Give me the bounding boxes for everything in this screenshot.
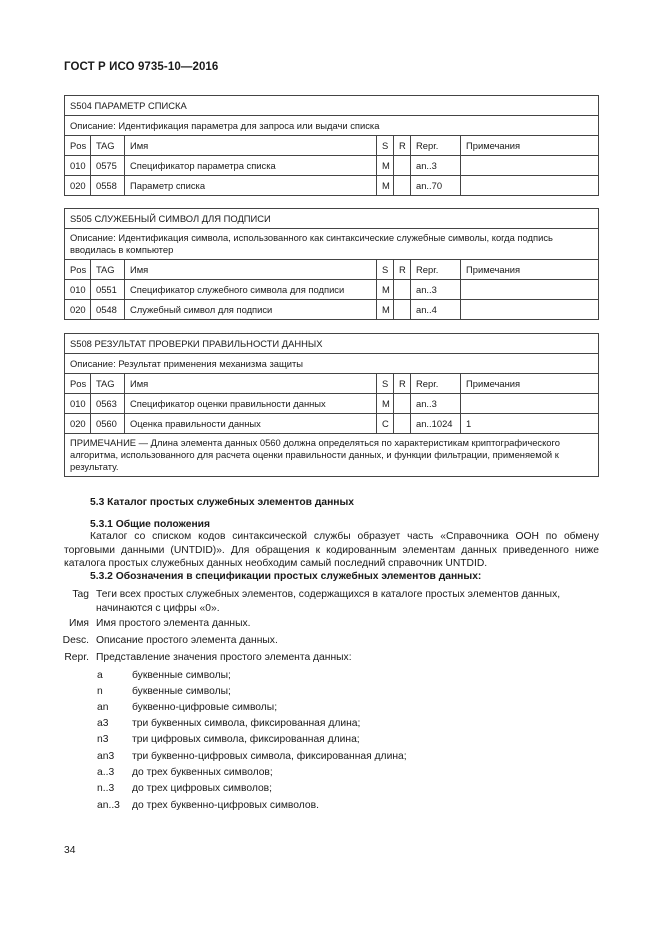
- cell-tag: 0548: [91, 300, 125, 320]
- table-header-row: [65, 260, 599, 280]
- table-description: Описание: Результат применения механизма защиты: [65, 354, 599, 374]
- cell-r: [394, 156, 411, 176]
- cell-notes: [461, 156, 599, 176]
- definition-term: Tag: [72, 589, 89, 600]
- section-heading-5-3-1: 5.3.1 Общие положения: [90, 519, 210, 530]
- table-title: S504 ПАРАМЕТР СПИСКА: [65, 96, 599, 116]
- cell-tag: 0575: [91, 156, 125, 176]
- spec-table-s508: [64, 333, 599, 477]
- definition-text: Представление значения простого элемента данных:: [96, 652, 352, 663]
- repr-code: an..3: [97, 800, 120, 811]
- repr-code: n..3: [97, 783, 115, 794]
- cell-repr: an..3: [411, 394, 461, 414]
- col-header-notes: Примечания: [461, 374, 599, 394]
- cell-name: Спецификатор оценки правильности данных: [125, 394, 377, 414]
- col-header-tag: TAG: [91, 136, 125, 156]
- document-header: ГОСТ Р ИСО 9735-10—2016: [64, 61, 219, 73]
- repr-code: a: [97, 670, 103, 681]
- cell-r: [394, 394, 411, 414]
- cell-s: M: [377, 156, 394, 176]
- repr-code-text: до трех буквенно-цифровых символов.: [132, 800, 319, 811]
- col-header-repr: Repr.: [411, 136, 461, 156]
- repr-code-text: три буквенно-цифровых символа, фиксированная длина;: [132, 751, 407, 762]
- cell-s: M: [377, 300, 394, 320]
- cell-repr: an..4: [411, 300, 461, 320]
- table-row: [65, 300, 599, 320]
- cell-r: [394, 280, 411, 300]
- cell-name: Параметр списка: [125, 176, 377, 196]
- table-description: Описание: Идентификация параметра для запроса или выдачи списка: [65, 116, 599, 136]
- cell-tag: 0551: [91, 280, 125, 300]
- cell-s: M: [377, 394, 394, 414]
- table-row: [65, 414, 599, 434]
- table-row: [65, 176, 599, 196]
- cell-notes: [461, 176, 599, 196]
- repr-code-text: буквенные символы;: [132, 686, 231, 697]
- repr-code: n3: [97, 734, 109, 745]
- cell-s: C: [377, 414, 394, 434]
- definition-text: Имя простого элемента данных.: [96, 618, 251, 629]
- table-title: S505 СЛУЖЕБНЫЙ СИМВОЛ ДЛЯ ПОДПИСИ: [65, 209, 599, 229]
- cell-tag: 0558: [91, 176, 125, 196]
- definition-text: Теги всех простых служебных элементов, содержащихся в каталоге простых элементов данных, начинаются с цифры «0».: [96, 589, 561, 614]
- cell-name: Оценка правильности данных: [125, 414, 377, 434]
- definition-text: Описание простого элемента данных.: [96, 635, 278, 646]
- table-title: S508 РЕЗУЛЬТАТ ПРОВЕРКИ ПРАВИЛЬНОСТИ ДАННЫХ: [65, 334, 599, 354]
- cell-repr: an..3: [411, 280, 461, 300]
- cell-pos: 010: [65, 394, 91, 414]
- table-note: ПРИМЕЧАНИЕ — Длина элемента данных 0560 должна определяться по характеристикам криптографического алгоритма, использованного для расчета оценки правильности данных, и функции фильтрации, применяемой к результату.: [65, 434, 599, 477]
- table-row: [65, 394, 599, 414]
- cell-notes: [461, 300, 599, 320]
- repr-code: an3: [97, 751, 115, 762]
- spec-table-s504: [64, 95, 599, 196]
- repr-code-text: буквенно-цифровые символы;: [132, 702, 278, 713]
- col-header-name: Имя: [125, 260, 377, 280]
- col-header-r: R: [394, 136, 411, 156]
- repr-code: an: [97, 702, 109, 713]
- repr-code-text: до трех цифровых символов;: [132, 783, 273, 794]
- cell-name: Спецификатор параметра списка: [125, 156, 377, 176]
- section-heading-5-3: 5.3 Каталог простых служебных элементов данных: [90, 497, 355, 508]
- cell-pos: 020: [65, 176, 91, 196]
- repr-code: a3: [97, 718, 109, 729]
- cell-tag: 0563: [91, 394, 125, 414]
- repr-code: n: [97, 686, 103, 697]
- cell-name: Служебный символ для подписи: [125, 300, 377, 320]
- col-header-s: S: [377, 374, 394, 394]
- cell-repr: an..70: [411, 176, 461, 196]
- cell-r: [394, 176, 411, 196]
- cell-pos: 020: [65, 414, 91, 434]
- cell-repr: an..1024: [411, 414, 461, 434]
- table-row: [65, 156, 599, 176]
- repr-code-text: три буквенных символа, фиксированная длина;: [132, 718, 361, 729]
- cell-name: Спецификатор служебного символа для подписи: [125, 280, 377, 300]
- col-header-tag: TAG: [91, 374, 125, 394]
- section-paragraph-5-3-1: [64, 530, 599, 571]
- repr-code-text: буквенные символы;: [132, 670, 231, 681]
- definition-term: Имя: [68, 618, 89, 629]
- cell-pos: 010: [65, 156, 91, 176]
- table-row: [65, 280, 599, 300]
- col-header-s: S: [377, 260, 394, 280]
- col-header-repr: Repr.: [411, 374, 461, 394]
- col-header-pos: Pos: [65, 260, 91, 280]
- col-header-r: R: [394, 374, 411, 394]
- col-header-pos: Pos: [65, 374, 91, 394]
- col-header-name: Имя: [125, 136, 377, 156]
- table-description: Описание: Идентификация символа, использованного как синтаксические служебные символы, когда подпись вводилась в компьютер: [65, 229, 599, 260]
- cell-pos: 010: [65, 280, 91, 300]
- cell-pos: 020: [65, 300, 91, 320]
- col-header-s: S: [377, 136, 394, 156]
- section-heading-5-3-2: 5.3.2 Обозначения в спецификации простых служебных элементов данных:: [90, 571, 482, 582]
- page-number: 34: [64, 845, 76, 856]
- paragraph-text: Каталог со списком кодов синтаксической службы образует часть «Справочника ООН по обмену торговыми данными (UNTDID)». Для обращения к кодированным элементам данных приведенного ниже каталога простых служебных данных необходим самый последний справочник UNTDID.: [64, 531, 599, 569]
- cell-notes: [461, 394, 599, 414]
- col-header-pos: Pos: [65, 136, 91, 156]
- table-header-row: [65, 374, 599, 394]
- cell-notes: [461, 280, 599, 300]
- cell-s: M: [377, 280, 394, 300]
- repr-code-text: три цифровых символа, фиксированная длина;: [132, 734, 360, 745]
- cell-s: M: [377, 176, 394, 196]
- col-header-notes: Примечания: [461, 260, 599, 280]
- cell-r: [394, 300, 411, 320]
- col-header-repr: Repr.: [411, 260, 461, 280]
- repr-code: a..3: [97, 767, 115, 778]
- repr-code-text: до трех буквенных символов;: [132, 767, 273, 778]
- definition-term: Desc.: [62, 635, 89, 646]
- table-header-row: [65, 136, 599, 156]
- col-header-r: R: [394, 260, 411, 280]
- col-header-tag: TAG: [91, 260, 125, 280]
- col-header-notes: Примечания: [461, 136, 599, 156]
- cell-repr: an..3: [411, 156, 461, 176]
- definition-term: Repr.: [64, 652, 89, 663]
- cell-tag: 0560: [91, 414, 125, 434]
- cell-notes: 1: [461, 414, 599, 434]
- col-header-name: Имя: [125, 374, 377, 394]
- cell-r: [394, 414, 411, 434]
- spec-table-s505: [64, 208, 599, 320]
